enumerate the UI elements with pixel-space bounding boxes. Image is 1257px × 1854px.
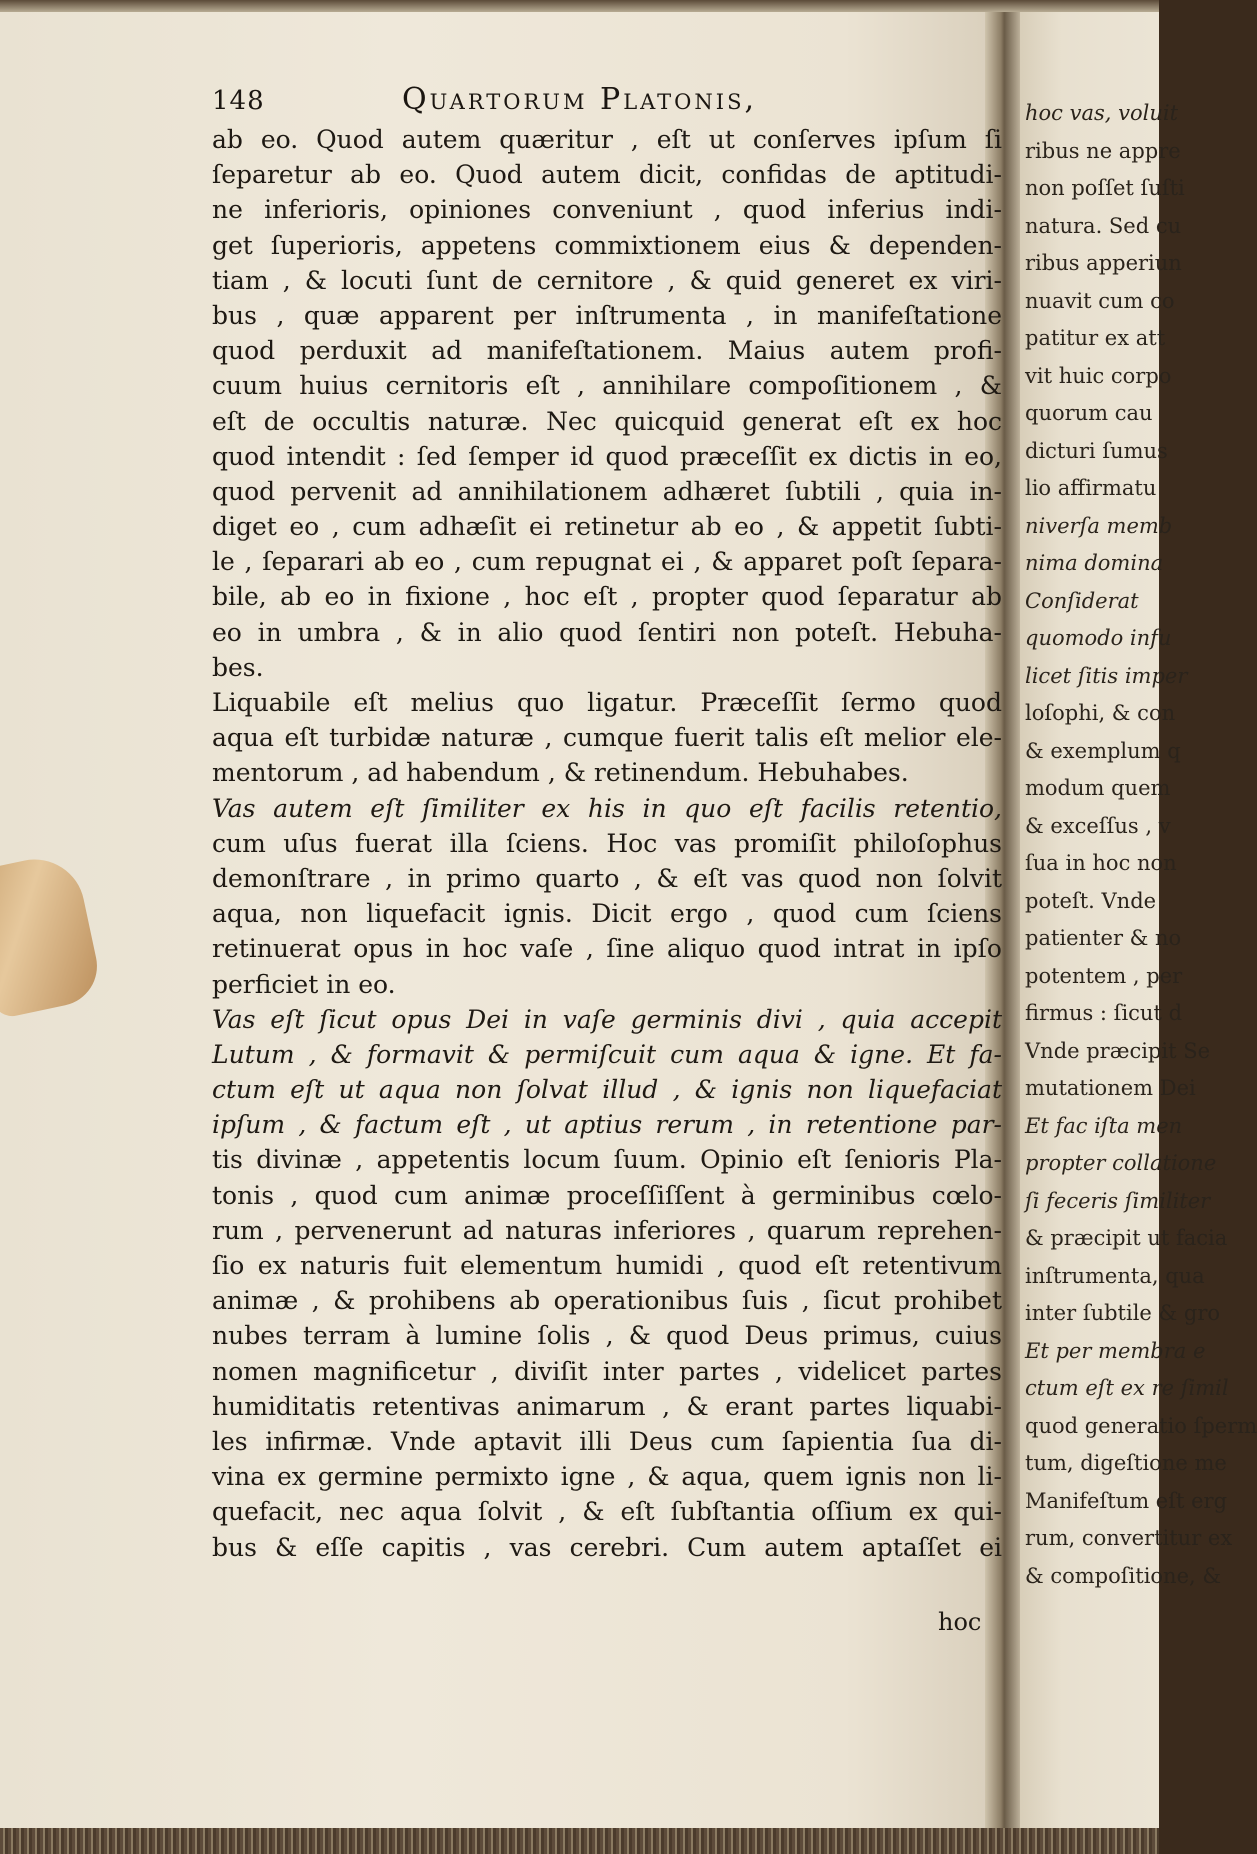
facing-page-line: dicturi ſumus	[1025, 438, 1168, 463]
catchword: hoc	[938, 1608, 982, 1636]
text-line: les infirmæ. Vnde aptavit illi Deus cum ſapientia ſua di-	[212, 1426, 1002, 1456]
facing-page-line: hoc vas, voluit	[1025, 101, 1179, 125]
facing-page-line: quod generatio ſperm	[1025, 1413, 1257, 1438]
facing-page-line: patienter & no	[1025, 926, 1182, 950]
facing-page-line: vit huic corpo	[1025, 363, 1172, 388]
facing-page-line: Vnde præcipit Se	[1025, 1038, 1211, 1063]
text-line: cum uſus fuerat illa ſciens. Hoc vas promiſit philoſophus	[212, 828, 1002, 858]
text-line: bes.	[212, 652, 264, 682]
facing-page-line: ribus apperiun	[1025, 251, 1182, 275]
facing-page-line: ctum eſt ex re ſimil	[1025, 1376, 1229, 1400]
facing-page-line: patitur ex att	[1025, 326, 1166, 350]
facing-page-text	[1025, 95, 1257, 1595]
facing-page-line: Et per membra e	[1025, 1338, 1206, 1363]
text-line: humiditatis retentivas animarum , & erant partes liquabi-	[212, 1391, 1002, 1421]
text-line: perficiet in eo.	[212, 969, 396, 999]
text-line: quefacit, nec aqua ſolvit , & eſt ſubſtantia oſſium ex qui-	[212, 1497, 1002, 1527]
text-line: quod perduxit ad manifeſtationem. Maius autem profi-	[212, 336, 1002, 366]
text-line: retinuerat opus in hoc vaſe , ſine aliquo quod intrat in ipſo	[212, 934, 1002, 964]
main-text-block	[212, 122, 1002, 1565]
facing-page-line: & exemplum q	[1025, 738, 1181, 763]
facing-page-line: tum, digeſtione me	[1025, 1451, 1227, 1475]
facing-page-line: niverſa memb	[1025, 513, 1173, 538]
facing-page-line: modum quem	[1025, 776, 1171, 800]
facing-page-line: firmus : ſicut d	[1025, 1001, 1183, 1025]
text-line: mentorum , ad habendum , & retinendum. Hebuhabes.	[212, 758, 909, 788]
facing-page-line: natura. Sed cu	[1025, 213, 1182, 238]
facing-page-line: non poſſet ſuſti	[1025, 176, 1185, 200]
facing-page-line: ribus ne appre	[1025, 138, 1181, 163]
text-line: eſt de occultis naturæ. Nec quicquid generat eſt ex hoc	[212, 406, 1002, 436]
text-line: quod pervenit ad annihilationem adhæret ſubtili , quia in-	[212, 476, 1002, 506]
facing-page-line: & compoſitione, &	[1025, 1563, 1222, 1588]
facing-page-line: poteſt. Vnde	[1025, 888, 1157, 913]
facing-page-line: potentem , per	[1025, 963, 1183, 988]
text-line: quod intendit : ſed ſemper id quod præceſſit ex dictis in eo,	[212, 441, 1002, 471]
text-line: nomen magnificetur , diviſit inter partes , videlicet partes	[212, 1356, 1002, 1386]
text-line: ipſum , & factum eſt , ut aptius rerum , in retentione par-	[212, 1110, 1002, 1140]
text-line: ne inferioris, opiniones conveniunt , quod inferius indi-	[212, 195, 1002, 225]
facing-page-line: & exceſſus , v	[1025, 813, 1171, 838]
facing-page-line: inter ſubtile & gro	[1025, 1301, 1221, 1325]
text-line: ſeparetur ab eo. Quod autem dicit, confidas de aptitudi-	[212, 160, 1002, 190]
facing-page-line: quomodo infu	[1025, 626, 1172, 650]
text-line: diget eo , cum adhæſit ei retinetur ab eo , & appetit ſubti-	[212, 512, 1002, 542]
text-line: demonſtrare , in primo quarto , & eſt vas quod non ſolvit	[212, 863, 1002, 893]
facing-page-line: licet ſitis imper	[1025, 663, 1188, 688]
text-line: Vas eſt ſicut opus Dei in vaſe germinis divi , quia accepit	[212, 1004, 1002, 1034]
text-line: get ſuperioris, appetens commixtionem eius & dependen-	[212, 230, 1002, 260]
facing-page-line: ſi feceris ſimiliter	[1025, 1188, 1211, 1213]
facing-page-line: quorum cau	[1025, 401, 1153, 425]
text-line: tonis , quod cum animæ proceſſiſſent à germinibus cœlo-	[212, 1180, 1002, 1210]
text-line: Lutum , & formavit & permiſcuit cum aqua & igne. Et fa-	[212, 1039, 1002, 1069]
text-line: le , ſeparari ab eo , cum repugnat ei , & apparet poſt ſepara-	[212, 547, 1002, 577]
text-line: bile, ab eo in fixione , hoc eſt , propter quod ſeparatur ab	[212, 582, 1002, 612]
text-line: bus , quæ apparent per inſtrumenta , in manifeſtatione	[212, 300, 1002, 330]
facing-page-line: Et fac iſta men	[1025, 1113, 1183, 1138]
facing-page-line: Manifeſtum eſt erg	[1025, 1488, 1228, 1513]
text-line: rum , pervenerunt ad naturas inferiores , quarum reprehen-	[212, 1215, 1002, 1245]
page-number: 148	[212, 86, 265, 116]
facing-page-line: lio affirmatu	[1025, 476, 1157, 500]
facing-page-line: loſophi, & con	[1025, 701, 1176, 725]
text-line: bus & eſſe capitis , vas cerebri. Cum autem aptaſſet ei	[212, 1532, 1002, 1562]
text-line: tis divinæ , appetentis locum ſuum. Opinio eſt ſenioris Pla-	[212, 1145, 1002, 1175]
text-line: Vas autem eſt ſimiliter ex his in quo eſt facilis retentio,	[212, 793, 1002, 823]
facing-page-line: nuavit cum co	[1025, 288, 1175, 313]
facing-page-line: rum, convertitur ex	[1025, 1526, 1233, 1550]
right-page	[1020, 0, 1257, 1854]
facing-page-line: propter collatione	[1025, 1151, 1217, 1175]
facing-page-line: nima domina	[1025, 551, 1164, 575]
text-line: tiam , & locuti ſunt de cernitore , & quid generet ex viri-	[212, 265, 1002, 295]
text-line: vina ex germine permixto igne , & aqua, quem ignis non li-	[212, 1462, 1002, 1492]
text-line: ab eo. Quod autem quæritur , eſt ut conſerves ipſum ſi	[212, 125, 1002, 154]
facing-page-line: inſtrumenta, qua	[1025, 1263, 1205, 1288]
text-line: Liquabile eſt melius quo ligatur. Præceſſit ſermo quod	[212, 688, 1002, 717]
facing-page-line: & præcipit ut facia	[1025, 1226, 1228, 1250]
top-page-edge	[0, 0, 1159, 12]
facing-page-line: mutationem Dei	[1025, 1076, 1196, 1100]
facing-page-line: Conſiderat	[1025, 588, 1139, 613]
text-line: ſio ex naturis fuit elementum humidi , quod eſt retentivum	[212, 1251, 1002, 1280]
text-line: animæ , & prohibens ab operationibus ſuis , ſicut prohibet	[212, 1286, 1002, 1316]
text-line: cuum huius cernitoris eſt , annihilare compoſitionem , &	[212, 371, 1002, 401]
facing-page-line: ſua in hoc non	[1025, 851, 1177, 875]
text-line: eo in umbra , & in alio quod ſentiri non poteſt. Hebuha-	[212, 617, 1002, 647]
text-line: aqua eſt turbidæ naturæ , cumque fuerit talis eſt melior ele-	[212, 723, 1002, 753]
text-line: aqua, non liquefacit ignis. Dicit ergo , quod cum ſciens	[212, 899, 1002, 929]
text-line: ctum eſt ut aqua non ſolvat illud , & ignis non liquefaciat	[212, 1075, 1002, 1105]
page-header	[212, 82, 1002, 122]
bottom-page-edge	[0, 1828, 1159, 1854]
text-line: nubes terram à lumine ſolis , & quod Deus primus, cuius	[212, 1321, 1002, 1351]
running-title: Quartorum Platonis,	[402, 82, 757, 117]
